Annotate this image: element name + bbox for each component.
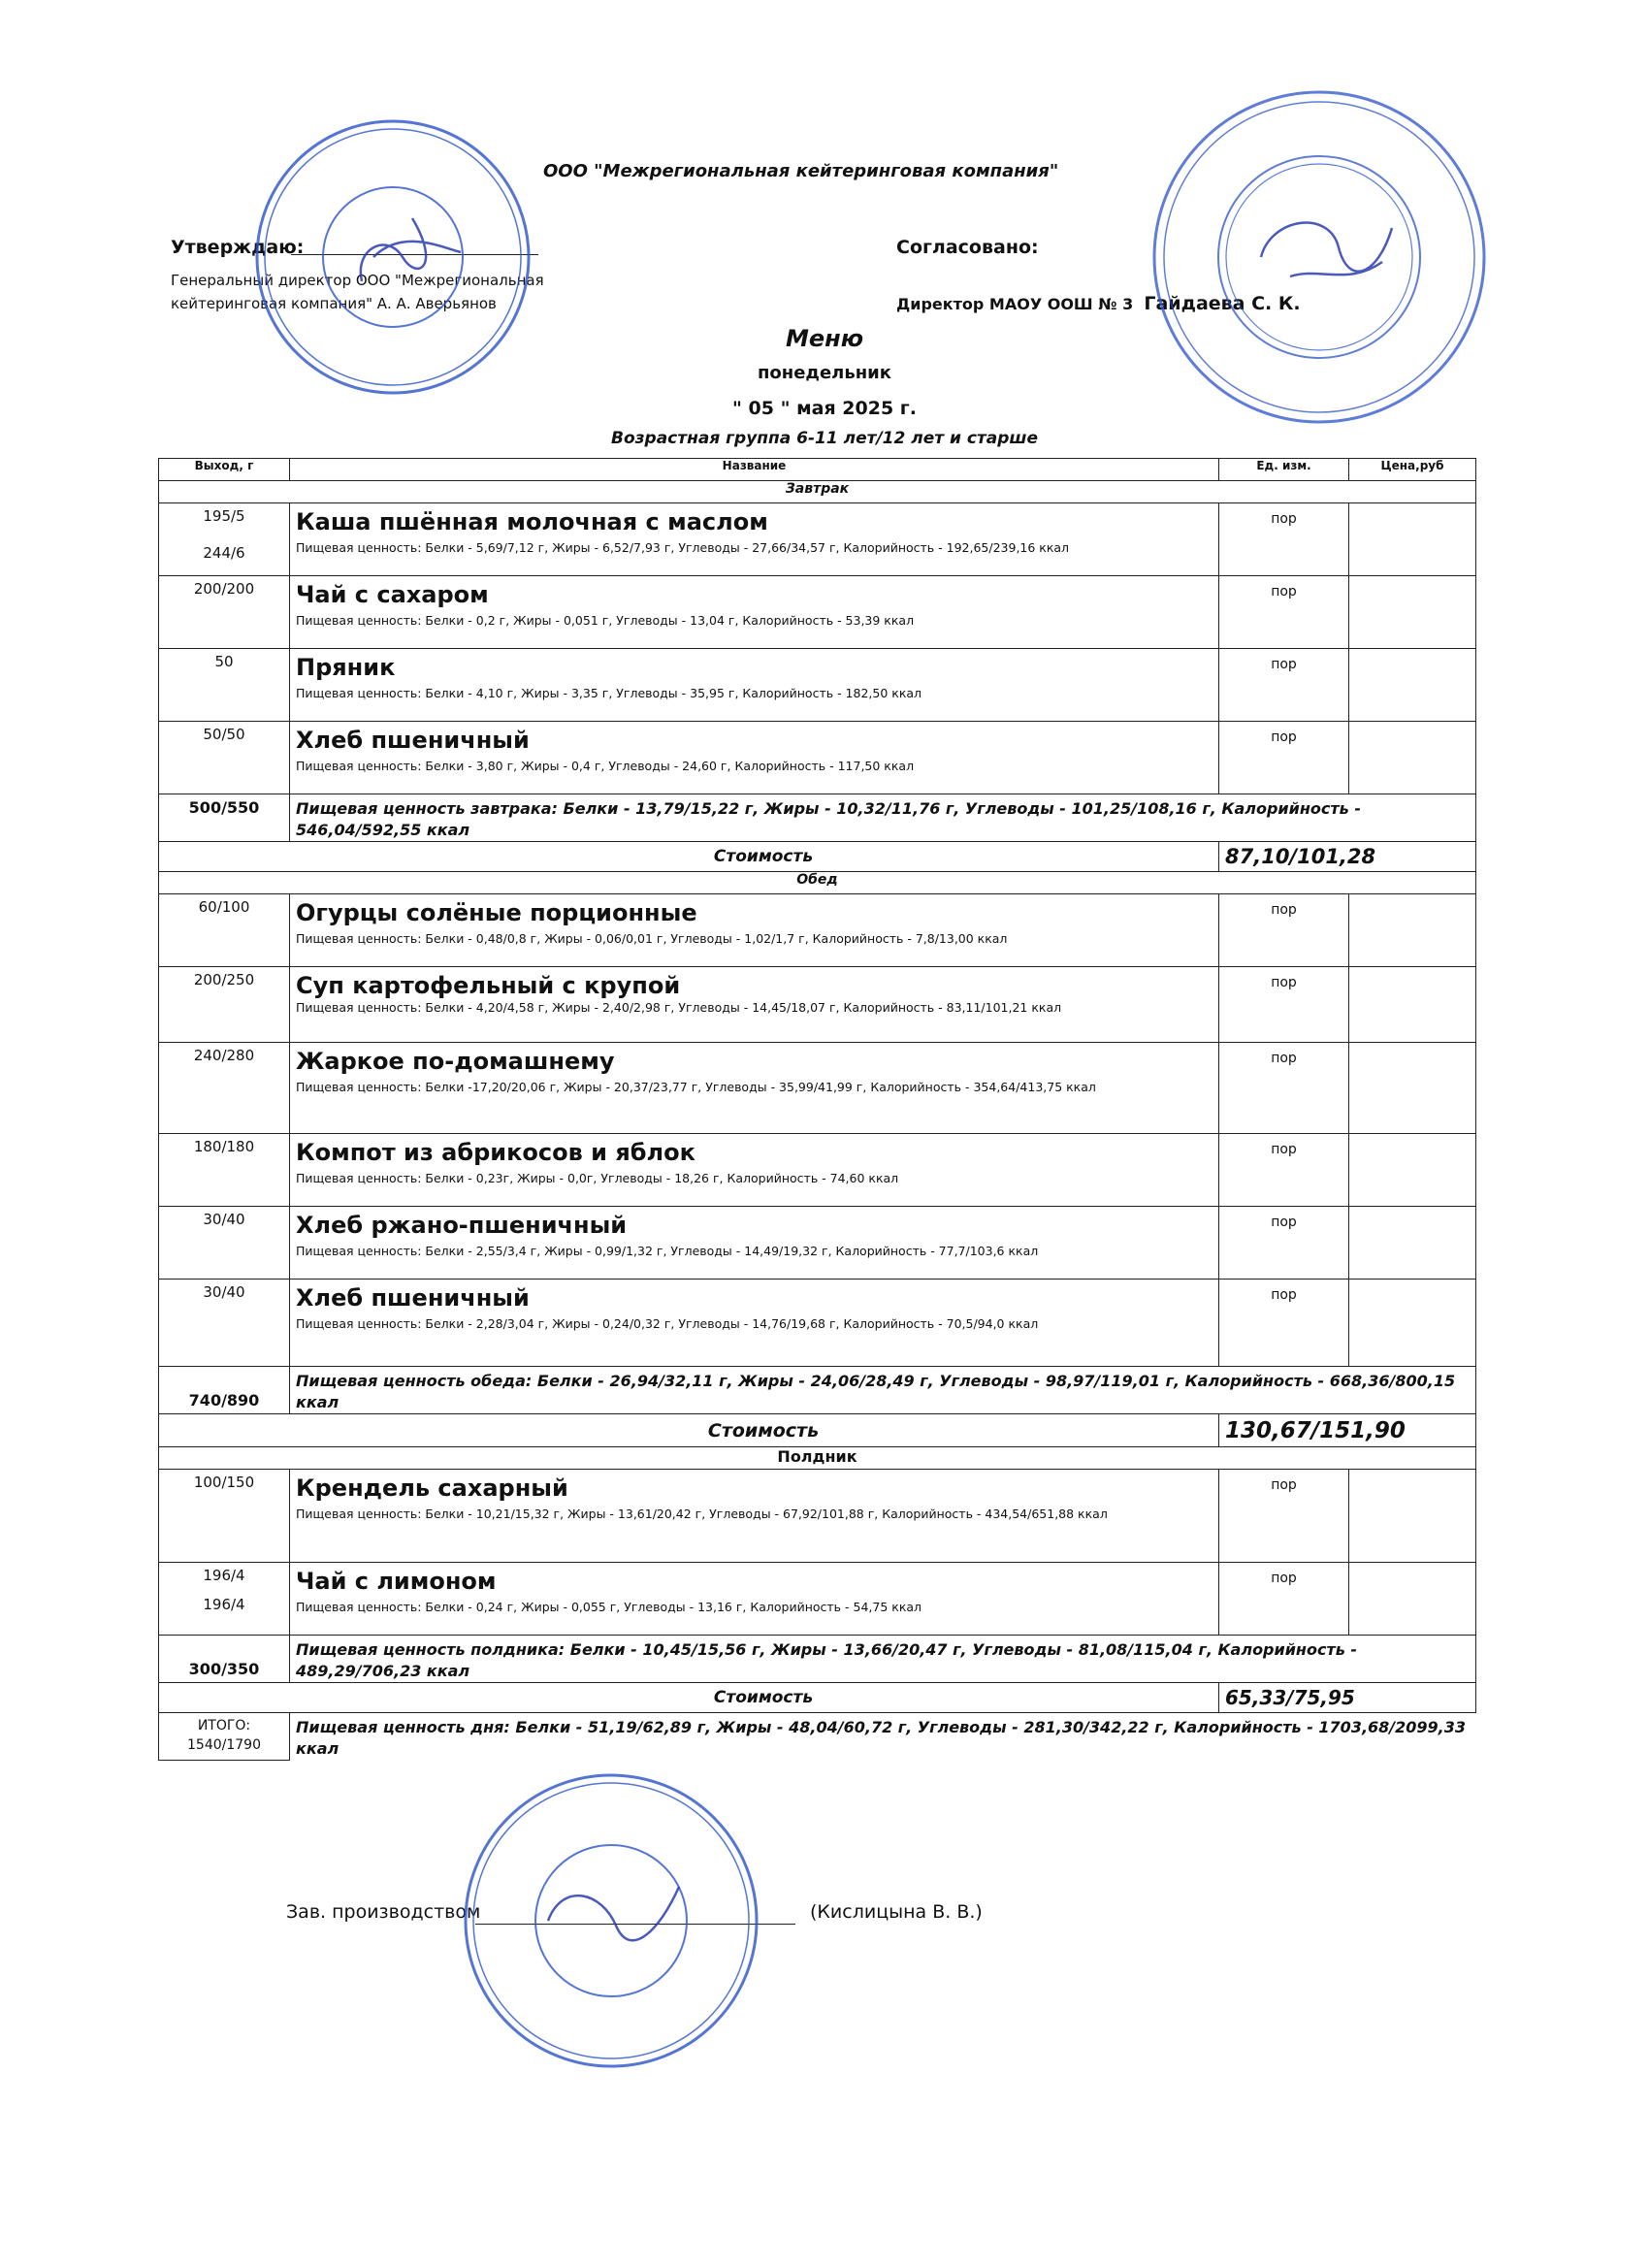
item-price bbox=[1349, 1470, 1476, 1563]
item-name: Суп картофельный с крупой bbox=[296, 972, 681, 999]
total-nutrition: Пищевая ценность завтрака: Белки - 13,79/15,22 г, Жиры - 10,32/11,76 г, Углеводы - 101,25/108,16 г, Калорийность - 546,04/592,55 ккал bbox=[290, 794, 1476, 842]
item-unit: пор bbox=[1219, 1134, 1349, 1207]
table-row bbox=[159, 722, 1476, 794]
agree-position-title: Директор МАОУ ООШ № 3 bbox=[896, 295, 1134, 313]
item-unit: пор bbox=[1219, 649, 1349, 722]
company-stamp-top bbox=[247, 112, 538, 403]
table-row bbox=[159, 1043, 1476, 1134]
col-unit-header: Ед. изм. bbox=[1219, 459, 1349, 481]
cost-label: Стоимость bbox=[159, 842, 1219, 872]
item-name: Хлеб пшеничный bbox=[296, 1284, 530, 1312]
item-nutrition: Пищевая ценность: Белки - 0,48/0,8 г, Жиры - 0,06/0,01 г, Углеводы - 1,02/1,7 г, Калорийность - 7,8/13,00 ккал bbox=[296, 931, 1008, 946]
cost-value: 87,10/101,28 bbox=[1219, 842, 1476, 872]
menu-title: Меню bbox=[785, 325, 864, 352]
item-nutrition: Пищевая ценность: Белки - 4,10 г, Жиры - 3,35 г, Углеводы - 35,95 г, Калорийность - 182,50 ккал bbox=[296, 686, 922, 700]
school-stamp bbox=[1145, 82, 1494, 432]
item-nutrition: Пищевая ценность: Белки - 4,20/4,58 г, Жиры - 2,40/2,98 г, Углеводы - 14,45/18,07 г, Калорийность - 83,11/101,21 ккал bbox=[296, 1000, 1062, 1015]
item-output: 30/40 bbox=[159, 1280, 290, 1367]
production-head-label: Зав. производством bbox=[286, 1901, 481, 1923]
item-name: Чай с сахаром bbox=[296, 581, 489, 608]
day-total-out: 1540/1790 bbox=[187, 1737, 261, 1753]
item-name-cell bbox=[290, 1207, 1219, 1280]
item-name: Жаркое по-домашнему bbox=[296, 1048, 615, 1075]
item-price bbox=[1349, 967, 1476, 1043]
company-name: ООО "Межрегиональная кейтеринговая компания" bbox=[543, 161, 1059, 181]
agree-label: Согласовано: bbox=[896, 237, 1039, 258]
item-output-a: 196/4 bbox=[203, 1567, 245, 1584]
item-name-cell bbox=[290, 894, 1219, 967]
item-output: 50/50 bbox=[159, 722, 290, 794]
col-price-header: Цена,руб bbox=[1349, 459, 1476, 481]
item-unit: пор bbox=[1219, 1470, 1349, 1563]
day-of-week: понедельник bbox=[757, 363, 892, 383]
item-price bbox=[1349, 503, 1476, 576]
item-nutrition: Пищевая ценность: Белки - 10,21/15,32 г, Жиры - 13,61/20,42 г, Углеводы - 67,92/101,88 г, Калорийность - 434,54/651,88 ккал bbox=[296, 1507, 1108, 1521]
approve-label: Утверждаю: bbox=[171, 237, 305, 258]
item-output bbox=[159, 503, 290, 576]
item-nutrition: Пищевая ценность: Белки -17,20/20,06 г, Жиры - 20,37/23,77 г, Углеводы - 35,99/41,99 г, Калорийность - 354,64/413,75 ккал bbox=[296, 1080, 1096, 1094]
item-unit: пор bbox=[1219, 1280, 1349, 1367]
breakfast-cost-row bbox=[159, 842, 1476, 872]
item-nutrition: Пищевая ценность: Белки - 0,23г, Жиры - 0,0г, Углеводы - 18,26 г, Калорийность - 74,60 ккал bbox=[296, 1171, 899, 1185]
item-unit: пор bbox=[1219, 503, 1349, 576]
item-unit: пор bbox=[1219, 894, 1349, 967]
item-output-b: 196/4 bbox=[203, 1596, 245, 1613]
item-unit: пор bbox=[1219, 1563, 1349, 1636]
menu-date: " 05 " мая 2025 г. bbox=[732, 398, 917, 419]
cost-value: 65,33/75,95 bbox=[1219, 1683, 1476, 1713]
table-header bbox=[159, 459, 1476, 481]
item-output: 200/250 bbox=[159, 967, 290, 1043]
total-nutrition: Пищевая ценность обеда: Белки - 26,94/32,11 г, Жиры - 24,06/28,49 г, Углеводы - 98,97/119,01 г, Калорийность - 668,36/800,15 ккал bbox=[290, 1367, 1476, 1414]
cost-value: 130,67/151,90 bbox=[1219, 1414, 1476, 1447]
item-name-cell bbox=[290, 722, 1219, 794]
company-stamp-bottom bbox=[456, 1766, 766, 2076]
col-output-header: Выход, г bbox=[159, 459, 290, 481]
item-nutrition: Пищевая ценность: Белки - 0,24 г, Жиры - 0,055 г, Углеводы - 13,16 г, Калорийность - 54,75 ккал bbox=[296, 1600, 922, 1614]
item-price bbox=[1349, 894, 1476, 967]
total-output: 740/890 bbox=[159, 1367, 290, 1414]
table-row bbox=[159, 967, 1476, 1043]
item-name: Хлеб пшеничный bbox=[296, 727, 530, 754]
item-unit: пор bbox=[1219, 1043, 1349, 1134]
item-price bbox=[1349, 1280, 1476, 1367]
item-output: 50 bbox=[159, 649, 290, 722]
cost-label: Стоимость bbox=[159, 1683, 1219, 1713]
item-price bbox=[1349, 649, 1476, 722]
item-output: 180/180 bbox=[159, 1134, 290, 1207]
cost-label: Стоимость bbox=[159, 1414, 1219, 1447]
total-output: 500/550 bbox=[159, 794, 290, 842]
snack-total-row bbox=[159, 1636, 1476, 1683]
item-output: 240/280 bbox=[159, 1043, 290, 1134]
table-row bbox=[159, 894, 1476, 967]
menu-table bbox=[158, 458, 1476, 1761]
total-nutrition: Пищевая ценность полдника: Белки - 10,45/15,56 г, Жиры - 13,66/20,47 г, Углеводы - 81,08/115,04 г, Калорийность - 489,29/706,23 ккал bbox=[290, 1636, 1476, 1683]
item-name: Чай с лимоном bbox=[296, 1568, 497, 1595]
day-total-nutrition: Пищевая ценность дня: Белки - 51,19/62,89 г, Жиры - 48,04/60,72 г, Углеводы - 281,30/342,22 г, Калорийность - 1703,68/2099,33 ккал bbox=[290, 1713, 1476, 1761]
item-name-cell bbox=[290, 1280, 1219, 1367]
snack-cost-row bbox=[159, 1683, 1476, 1713]
col-name-header: Название bbox=[290, 459, 1219, 481]
section-breakfast: Завтрак bbox=[159, 481, 1476, 503]
item-output: 30/40 bbox=[159, 1207, 290, 1280]
table-row bbox=[159, 576, 1476, 649]
item-price bbox=[1349, 1134, 1476, 1207]
table-row bbox=[159, 1134, 1476, 1207]
item-price bbox=[1349, 1563, 1476, 1636]
item-name: Каша пшённая молочная с маслом bbox=[296, 508, 768, 535]
section-snack: Полдник bbox=[159, 1447, 1476, 1470]
item-name-cell bbox=[290, 576, 1219, 649]
item-name: Огурцы солёные порционные bbox=[296, 899, 697, 926]
item-unit: пор bbox=[1219, 722, 1349, 794]
item-output: 60/100 bbox=[159, 894, 290, 967]
item-name-cell bbox=[290, 967, 1219, 1043]
item-output: 200/200 bbox=[159, 576, 290, 649]
lunch-cost-row bbox=[159, 1414, 1476, 1447]
age-group: Возрастная группа 6-11 лет/12 лет и старше bbox=[611, 429, 1038, 448]
item-nutrition: Пищевая ценность: Белки - 2,28/3,04 г, Жиры - 0,24/0,32 г, Углеводы - 14,76/19,68 г, Калорийность - 70,5/94,0 ккал bbox=[296, 1316, 1039, 1331]
production-head-name: (Кислицына В. В.) bbox=[810, 1901, 983, 1923]
table-row bbox=[159, 1207, 1476, 1280]
item-price bbox=[1349, 1043, 1476, 1134]
item-name: Компот из абрикосов и яблок bbox=[296, 1139, 695, 1166]
day-total-row bbox=[159, 1713, 1476, 1761]
agree-person-name: Гайдаева С. К. bbox=[1144, 293, 1301, 314]
item-output bbox=[159, 1563, 290, 1636]
item-nutrition: Пищевая ценность: Белки - 5,69/7,12 г, Жиры - 6,52/7,93 г, Углеводы - 27,66/34,57 г, Калорийность - 192,65/239,16 ккал bbox=[296, 540, 1070, 555]
item-unit: пор bbox=[1219, 576, 1349, 649]
item-price bbox=[1349, 722, 1476, 794]
item-name-cell bbox=[290, 503, 1219, 576]
table-row bbox=[159, 503, 1476, 576]
lunch-total-row bbox=[159, 1367, 1476, 1414]
item-name-cell bbox=[290, 649, 1219, 722]
item-output: 100/150 bbox=[159, 1470, 290, 1563]
table-row bbox=[159, 1470, 1476, 1563]
day-total-label: ИТОГО: bbox=[197, 1718, 251, 1733]
item-price bbox=[1349, 1207, 1476, 1280]
item-name-cell bbox=[290, 1563, 1219, 1636]
approve-position: Генеральный директор ООО "Межрегиональная кейтеринговая компания" А. А. Аверьянов bbox=[171, 272, 544, 312]
item-name-cell bbox=[290, 1470, 1219, 1563]
item-unit: пор bbox=[1219, 1207, 1349, 1280]
table-row bbox=[159, 1563, 1476, 1636]
item-nutrition: Пищевая ценность: Белки - 0,2 г, Жиры - 0,051 г, Углеводы - 13,04 г, Калорийность - 53,39 ккал bbox=[296, 613, 915, 628]
day-total-output bbox=[159, 1713, 290, 1761]
item-output-a: 195/5 bbox=[203, 507, 245, 525]
table-row bbox=[159, 649, 1476, 722]
item-output-b: 244/6 bbox=[203, 544, 245, 562]
item-name-cell bbox=[290, 1134, 1219, 1207]
item-price bbox=[1349, 576, 1476, 649]
breakfast-total-row bbox=[159, 794, 1476, 842]
item-nutrition: Пищевая ценность: Белки - 3,80 г, Жиры - 0,4 г, Углеводы - 24,60 г, Калорийность - 117,50 ккал bbox=[296, 759, 915, 773]
item-name: Крендель сахарный bbox=[296, 1474, 568, 1502]
item-name: Хлеб ржано-пшеничный bbox=[296, 1212, 628, 1239]
item-nutrition: Пищевая ценность: Белки - 2,55/3,4 г, Жиры - 0,99/1,32 г, Углеводы - 14,49/19,32 г, Калорийность - 77,7/103,6 ккал bbox=[296, 1244, 1039, 1258]
section-lunch: Обед bbox=[159, 872, 1476, 894]
total-output: 300/350 bbox=[159, 1636, 290, 1683]
item-unit: пор bbox=[1219, 967, 1349, 1043]
item-name: Пряник bbox=[296, 654, 396, 681]
table-row bbox=[159, 1280, 1476, 1367]
item-name-cell bbox=[290, 1043, 1219, 1134]
